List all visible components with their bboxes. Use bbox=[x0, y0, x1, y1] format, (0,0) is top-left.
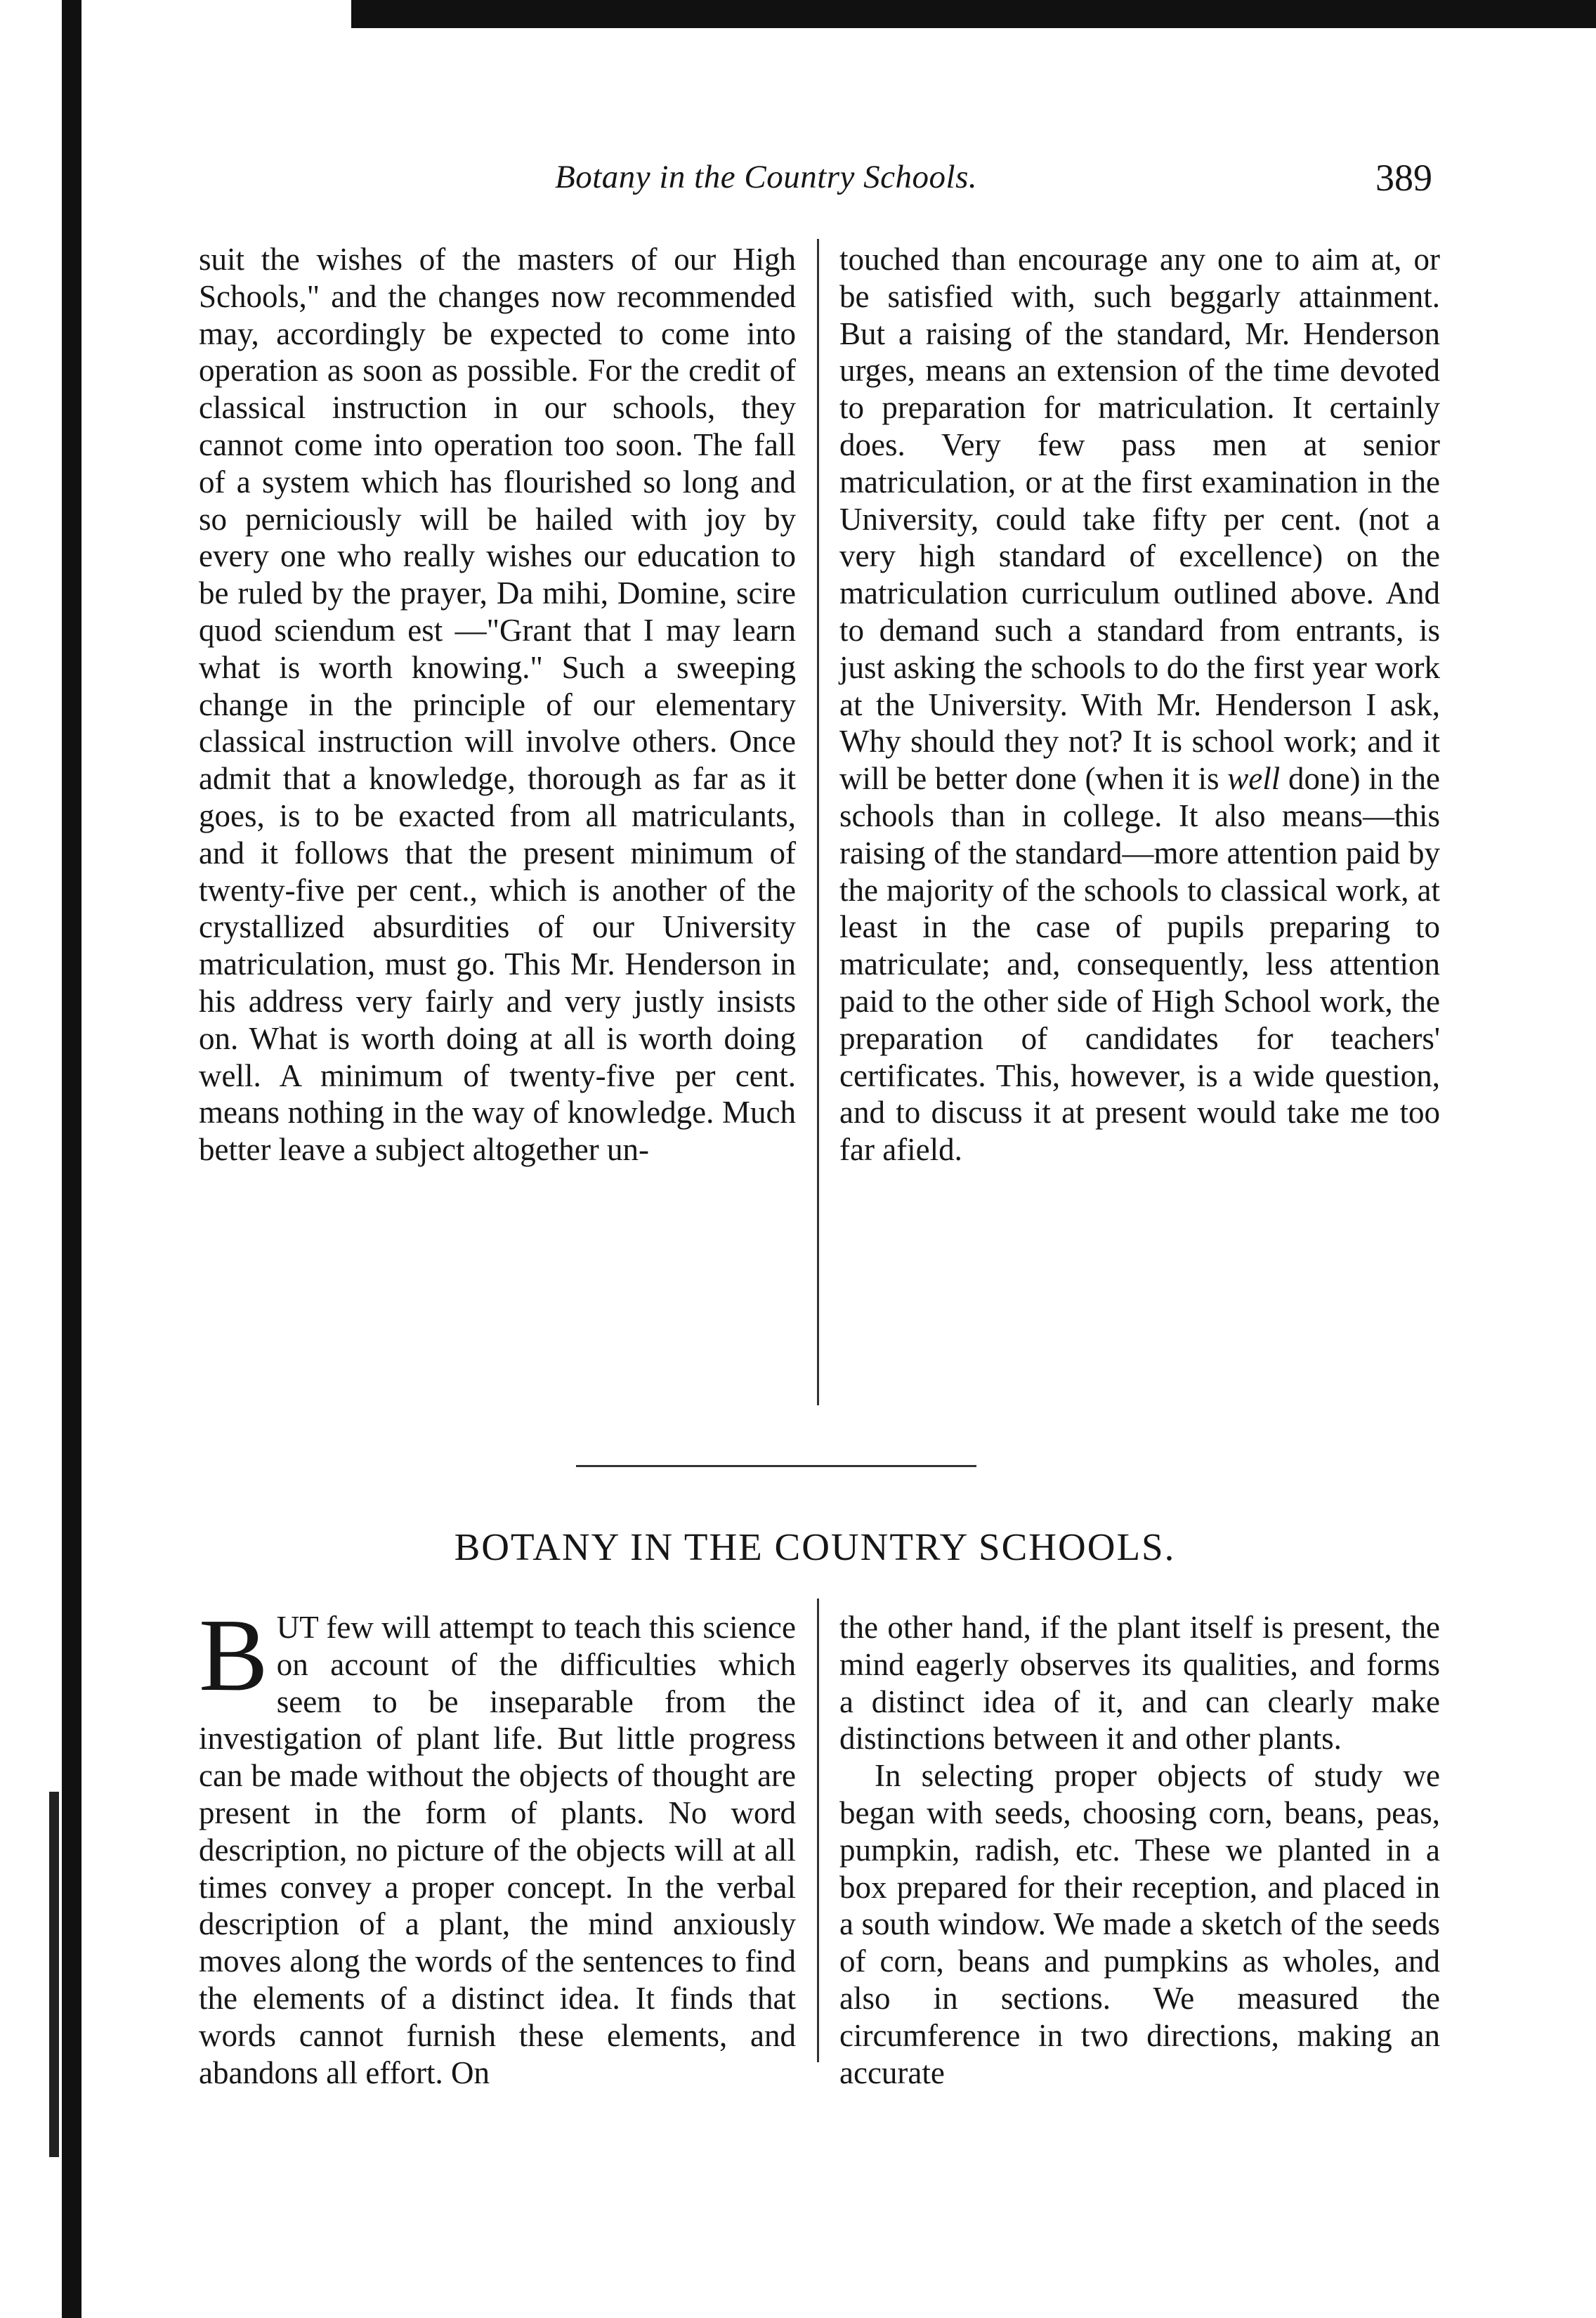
article-right-column bbox=[839, 1609, 1440, 2091]
text-run: done) in the schools than in college. It also means—this raising of the standard—more attention paid by the majority of the schools to classical work, at least in the case of pupils preparing to matriculate; and, consequently, less attention paid to the other side of High School work, the preparation of candidates for teachers' certificates. This, however, is a wide question, and to discuss it at present would take me too far afield. bbox=[839, 761, 1441, 1168]
text-run: touched than encourage any one to aim at, or be satisfied with, such beggarly attainment. But a raising of the standard, Mr. Henderson urges, means an extension of the time devoted to preparation for matriculation. It certainly does. Very few pass men at senior matriculation, or at the first examination in the University, could take fifty per cent. (not a very high standard of excellence) on the matriculation curriculum outlined above. And to demand such a standard from entrants, is just asking the schools to do the first year work at the University. With Mr. Henderson I ask, Why should they not? It is school work; and it will be better done (when it is bbox=[839, 242, 1440, 797]
paragraph bbox=[839, 241, 1440, 1168]
article-title: BOTANY IN THE COUNTRY SCHOOLS. bbox=[454, 1525, 1176, 1568]
left-column-top bbox=[199, 241, 796, 1168]
paragraph: the other hand, if the plant itself is present, the mind eagerly observes its qualities, and forms a distinct idea of it, and can clearly make distinctions between it and other plants. bbox=[839, 1610, 1440, 1757]
drop-cap: B bbox=[199, 1598, 268, 1713]
scan-edge-left-lower bbox=[49, 1792, 59, 2157]
right-column-top bbox=[839, 241, 1440, 1168]
section-divider bbox=[576, 1465, 976, 1467]
paragraph bbox=[199, 1598, 796, 2091]
running-title: Botany in the Country Schools. bbox=[555, 159, 978, 195]
column-divider-lower bbox=[817, 1598, 819, 2062]
column-divider bbox=[817, 239, 819, 1405]
emphasis: well bbox=[1227, 761, 1281, 797]
paragraph: suit the wishes of the masters of our High Schools," and the changes now recommended may, accordingly be expected to come into operation as soon as possible. For the credit of classical instruction in our schools, they cannot come into operation too soon. The fall of a system which has flourished so long and so perniciously will be hailed with joy by every one who really wishes our education to be ruled by the prayer, Da mihi, Domine, scire quod sciendum est —"Grant that I may learn what is worth knowing." Such a sweeping change in the principle of our elementary classical instruction will involve others. Once admit that a knowledge, thorough as far as it goes, is to be exacted from all matriculants, and it follows that the present minimum of twenty-five per cent., which is another of the crystallized absurdities of our University matriculation, must go. This Mr. Henderson in his address very fairly and very justly insists on. What is worth doing at all is worth doing well. A minimum of twenty-five per cent. means nothing in the way of knowledge. Much better leave a subject altogether un- bbox=[199, 242, 796, 1168]
scan-edge-top bbox=[351, 0, 1596, 28]
article-left-column bbox=[199, 1598, 796, 2091]
scan-edge-left bbox=[62, 0, 81, 2318]
text-run: UT few will attempt to teach this science on account of the difficulties which seem to be inseparable from the investigation of plant life. But little progress can be made without the objects of thought are present in the form of plants. No word description, no picture of the objects will at all times convey a proper concept. In the verbal description of a plant, the mind anxiously moves along the words of the sentences to find the elements of a distinct idea. It finds that words cannot furnish these elements, and abandons all effort. On bbox=[199, 1610, 796, 2090]
page-number: 389 bbox=[1375, 157, 1432, 199]
paragraph: In selecting proper objects of study we began with seeds, choosing corn, beans, peas, pumpkin, radish, etc. These we planted in a box prepared for their reception, and placed in a south window. We made a sketch of the seeds of corn, beans and pumpkins as wholes, and also in sections. We measured the circumference in two directions, making an accurate bbox=[839, 1758, 1440, 2090]
